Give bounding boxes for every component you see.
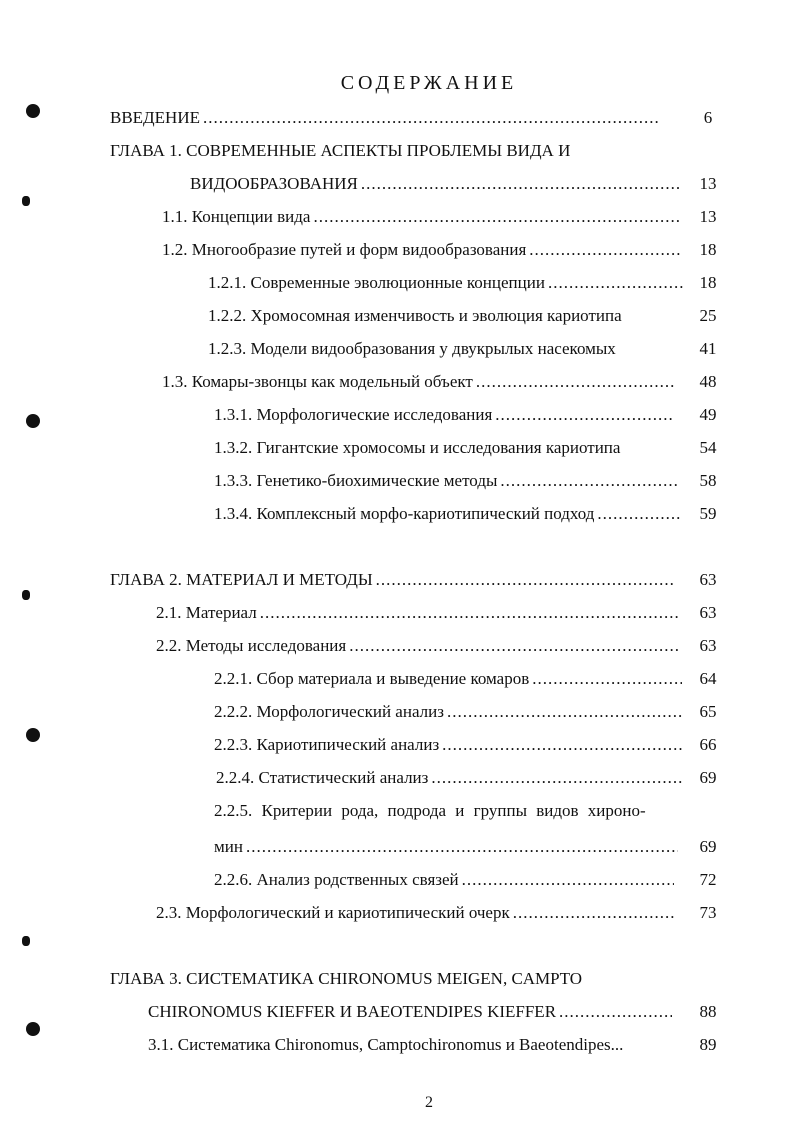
binder-mark [22,590,30,600]
toc-page-number: 63 [699,603,717,622]
toc-entry: ВИДООБРАЗОВАНИЯ ..... [190,172,680,196]
toc-entry: 1.3.2. Гигантские хромосомы и исследования кариотипа [214,438,621,457]
toc-page-number: 66 [699,735,717,754]
toc-entry: 2.2.6. Анализ родственных связей ..... [214,868,674,892]
toc-entry: мин ..... [214,835,678,859]
binder-hole [26,728,40,742]
toc-page-number: 89 [699,1035,717,1054]
toc-page-number: 49 [699,405,717,424]
toc-page-number: 18 [699,240,717,259]
toc-page-number: 72 [699,870,717,889]
binder-hole [26,104,40,118]
toc-entry: 2.2. Методы исследования ..... [156,634,678,658]
toc-entry: 2.2.5. Критерии рода, подрода и группы видов хироно- [214,801,646,820]
toc-entry: 1.1. Концепции вида ..... [162,205,680,229]
toc-entry: ВВЕДЕНИЕ ..... [110,106,660,130]
toc-entry: 2.3. Морфологический и кариотипический очерк ..... [156,901,676,925]
binder-hole [26,414,40,428]
toc-page-number: 18 [699,273,717,292]
toc-entry: 1.2.1. Современные эволюционные концепции ..... [208,271,683,295]
toc-entry: ГЛАВА 1. СОВРЕМЕННЫЕ АСПЕКТЫ ПРОБЛЕМЫ ВИДА И [110,141,571,160]
toc-page-number: 88 [699,1002,717,1021]
toc-page-number: 73 [699,903,717,922]
toc-entry: ГЛАВА 3. СИСТЕМАТИКА CHIRONOMUS MEIGEN, CAMPTO [110,969,582,988]
toc-page-number: 25 [699,306,717,325]
toc-entry: 1.2.3. Модели видообразования у двукрылых насекомых [208,339,616,358]
toc-page-number: 69 [699,768,717,787]
binder-mark [22,936,30,946]
toc-page-number: 58 [699,471,717,490]
toc-page-number: 69 [699,837,717,856]
toc-entry: 1.3.1. Морфологические исследования ..... [214,403,674,427]
toc-entry: 1.3.4. Комплексный морфо-кариотипический подход ..... [214,502,680,526]
toc-entry: 2.1. Материал ..... [156,601,678,625]
toc-entry: 1.3. Комары-звонцы как модельный объект ..... [162,370,674,394]
toc-page-number: 64 [699,669,717,688]
toc-entry: 2.2.1. Сбор материала и выведение комаров ..... [214,667,682,691]
toc-entry: 2.2.4. Статистический анализ ..... [216,766,682,790]
toc-entry: 1.3.3. Генетико-биохимические методы ..... [214,469,678,493]
toc-page-number: 13 [699,174,717,193]
toc-entry: 2.2.3. Кариотипический анализ ..... [214,733,682,757]
toc-entry: 2.2.2. Морфологический анализ ..... [214,700,682,724]
toc-entry: 1.2.2. Хромосомная изменчивость и эволюция кариотипа [208,306,622,325]
toc-page-number: 6 [703,108,713,127]
binder-hole [26,1022,40,1036]
toc-page-number: 63 [699,636,717,655]
toc-page-number: 48 [699,372,717,391]
toc-entry: 3.1. Систематика Chironomus, Camptochironomus и Baeotendipes... [148,1035,624,1054]
toc-page-number: 13 [699,207,717,226]
toc-entry: 1.2. Многообразие путей и форм видообразования ..... [162,238,680,262]
page-number: 2 [425,1094,433,1111]
toc-page-number: 59 [699,504,717,523]
toc-entry: ГЛАВА 2. МАТЕРИАЛ И МЕТОДЫ ..... [110,568,674,592]
toc-page-number: 63 [699,570,717,589]
binder-mark [22,196,30,206]
page-title: СОДЕРЖАНИЕ [340,72,518,94]
toc-entry: CHIRONOMUS KIEFFER И BAEOTENDIPES KIEFFER ..... [148,1000,672,1024]
toc-page-number: 54 [699,438,717,457]
toc-page-number: 41 [699,339,717,358]
toc-page-number: 65 [699,702,717,721]
